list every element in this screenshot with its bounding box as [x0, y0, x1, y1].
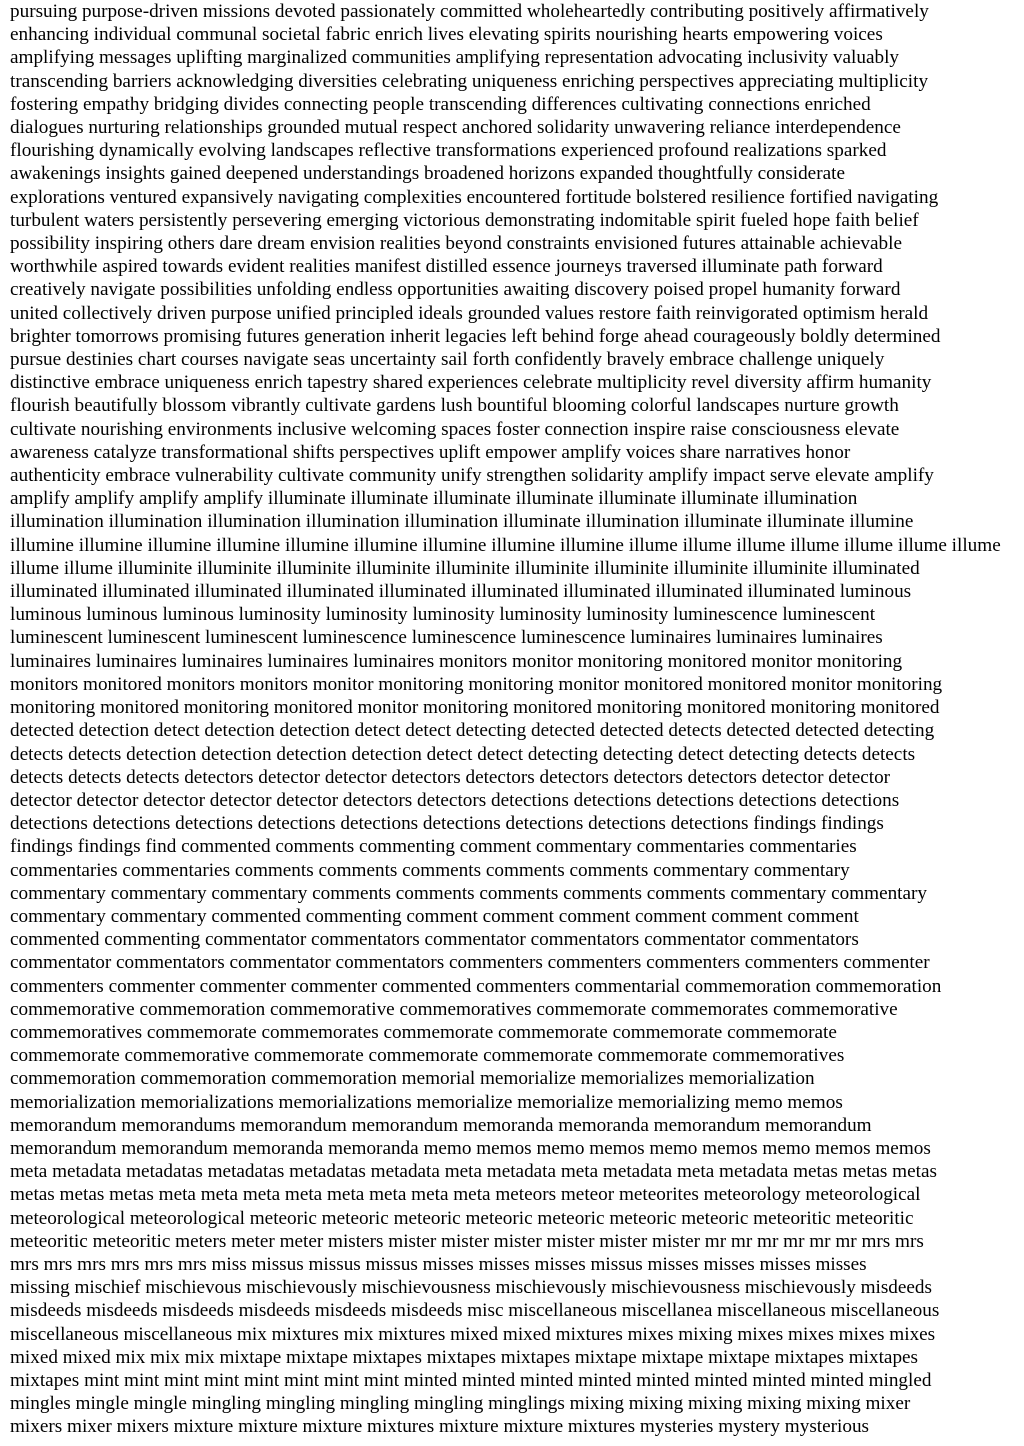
text-line: memorialization memorializations memorializations memorialize memorialize memorializing memo memos [10, 1091, 843, 1113]
text-line: possibility inspiring others dare dream envision realities beyond constraints envisioned futures attainable achievable [10, 233, 902, 255]
text-line: mixed mixed mix mix mix mixtape mixtape mixtapes mixtapes mixtapes mixtape mixtape mixtape mixtapes mixtapes [10, 1346, 919, 1368]
text-line: mrs mrs mrs mrs mrs mrs miss missus missus missus misses misses misses missus misses misses misses misses [10, 1253, 867, 1275]
text-line: memorandum memorandum memoranda memoranda memo memos memo memos memo memos memo memos memos [10, 1137, 931, 1159]
text-line: luminaires luminaires luminaires luminaires luminaires monitors monitor monitoring monitored monitor monitoring [10, 650, 903, 672]
text-line: commemorate commemorative commemorate commemorate commemorate commemorate commemoratives [10, 1045, 845, 1067]
text-line: pursuing purpose-driven missions devoted passionately committed wholeheartedly contributing positively affirmatively [10, 1, 929, 22]
text-line: fostering empathy bridging divides connecting people transcending differences cultivating connections enriched [10, 93, 871, 115]
text-line: worthwhile aspired towards evident realities manifest distilled essence journeys traversed illuminate path forward [10, 256, 883, 278]
text-line: enhancing individual communal societal fabric enrich lives elevating spirits nourishing hearts empowering voices [10, 24, 883, 46]
text-line: detects detects detection detection detection detection detect detect detecting detecting detect detecting detects detects [10, 743, 916, 765]
text-line: detector detector detector detector detector detectors detectors detections detections detections detections detections [10, 789, 900, 811]
text-line: commentary commentary commented commenting comment comment comment comment comment comment [10, 905, 859, 927]
text-line: miscellaneous miscellaneous mix mixtures mix mixtures mixed mixed mixtures mixes mixing mixes mixes mixes mixes [10, 1323, 936, 1345]
text-line: luminescent luminescent luminescent luminescence luminescence luminescence luminaires luminaires luminaires [10, 627, 883, 649]
text-line: commemoration commemoration commemoration memorial memorialize memorializes memorialization [10, 1068, 815, 1090]
text-line: flourish beautifully blossom vibrantly cultivate gardens lush bountiful blooming colorful landscapes nurture growth [10, 395, 899, 417]
text-line: awakenings insights gained deepened understandings broadened horizons expanded thoughtfully considerate [10, 163, 845, 185]
text-line: meteorological meteorological meteoric meteoric meteoric meteoric meteoric meteoric meteoric meteoritic meteoritic [10, 1207, 914, 1229]
text-line: united collectively driven purpose unified principled ideals grounded values restore faith reinvigorated optimism herald [10, 302, 929, 324]
text-line: turbulent waters persistently persevering emerging victorious demonstrating indomitable spirit fueled hope faith belief [10, 209, 919, 231]
text-line: detects detects detects detectors detector detector detectors detectors detectors detectors detectors detector detector [10, 766, 891, 788]
text-line: creatively navigate possibilities unfolding endless opportunities awaiting discovery poised propel humanity forward [10, 279, 901, 301]
text-line: mixtapes mint mint mint mint mint mint mint mint minted minted minted minted minted minted minted minted mingled [10, 1369, 932, 1391]
text-line: monitoring monitored monitoring monitored monitor monitoring monitored monitoring monitored monitoring monitored [10, 697, 940, 719]
text-line: illume illume illuminite illuminite illuminite illuminite illuminite illuminite illuminite illuminite illuminite illuminated [10, 557, 920, 579]
text-line: mixers mixer mixers mixture mixture mixture mixtures mixture mixture mixtures mysteries mystery mysterious [10, 1416, 870, 1438]
text-line: pursue destinies chart courses navigate seas uncertainty sail forth confidently bravely embrace challenge uniquely [10, 349, 885, 371]
text-line: transcending barriers acknowledging diversities celebrating uniqueness enriching perspectives appreciating multiplicity [10, 70, 929, 92]
text-line: amplify amplify amplify amplify illuminate illuminate illuminate illuminate illuminate illuminate illumination [10, 488, 858, 510]
text-line: illumine illumine illumine illumine illumine illumine illumine illumine illumine illume illume illume illume illume illume illume [10, 534, 1001, 556]
text-line: metas metas metas meta meta meta meta meta meta meta meta meteors meteor meteorites meteorology meteorological [10, 1184, 921, 1206]
text-line: missing mischief mischievous mischievously mischievousness mischievously mischievousness mischievously misdeeds [10, 1277, 932, 1299]
text-line: commentator commentators commentator commentators commenters commenters commenters commenters commenter [10, 952, 930, 974]
text-line: commemoratives commemorate commemorates commemorate commemorate commemorate commemorate [10, 1021, 837, 1043]
text-line: illuminated illuminated illuminated illuminated illuminated illuminated illuminated illuminated illuminated luminous [10, 581, 912, 603]
text-line: commentary commentary commentary comments comments comments comments comments commentary commentary [10, 882, 928, 904]
text-line: luminous luminous luminous luminosity luminosity luminosity luminosity luminosity luminescence luminescent [10, 604, 876, 626]
text-line: detections detections detections detections detections detections detections detections detections findings findings [10, 813, 884, 835]
text-line: commented commenting commentator commentators commentator commentators commentator commentators [10, 929, 859, 951]
text-line: monitors monitored monitors monitors monitor monitoring monitoring monitor monitored monitored monitor monitoring [10, 673, 943, 695]
text-line: amplifying messages uplifting marginalized communities amplifying representation advocating inclusivity valuably [10, 47, 899, 69]
text-line: detected detection detect detection detection detect detect detecting detected detected detects detected detected detecting [10, 720, 935, 742]
text-line: commemorative commemoration commemorative commemoratives commemorate commemorates commemorative [10, 998, 898, 1020]
text-line: memorandum memorandums memorandum memorandum memoranda memoranda memorandum memorandum [10, 1114, 872, 1136]
text-line: dialogues nurturing relationships grounded mutual respect anchored solidarity unwavering reliance interdependence [10, 117, 901, 139]
text-line: commenters commenter commenter commenter commented commenters commentarial commemoration commemoration [10, 975, 942, 997]
text-line: awareness catalyze transformational shifts perspectives uplift empower amplify voices share narratives honor [10, 441, 851, 463]
text-line: mingles mingle mingle mingling mingling mingling mingling minglings mixing mixing mixing mixing mixing mixer [10, 1393, 911, 1415]
text-line: distinctive embrace uniqueness enrich tapestry shared experiences celebrate multiplicity revel diversity affirm humanity [10, 372, 932, 394]
text-line: meteoritic meteoritic meters meter meter misters mister mister mister mister mister mister mr mr mr mr mr mr mrs mrs [10, 1230, 924, 1252]
text-line: findings findings find commented comments commenting comment commentary commentaries commentaries [10, 836, 857, 858]
text-line: explorations ventured expansively navigating complexities encountered fortitude bolstered resilience fortified navigating [10, 186, 939, 208]
text-line: authenticity embrace vulnerability cultivate community unify strengthen solidarity amplify impact serve elevate amplify [10, 465, 934, 487]
text-line: flourishing dynamically evolving landscapes reflective transformations experienced profound realizations sparked [10, 140, 887, 162]
text-line: misdeeds misdeeds misdeeds misdeeds misdeeds misdeeds misc miscellaneous miscellanea miscellaneous miscellaneous [10, 1300, 940, 1322]
text-line: cultivate nourishing environments inclusive welcoming spaces foster connection inspire raise consciousness elevate [10, 418, 900, 440]
text-line: illumination illumination illumination illumination illumination illuminate illumination illuminate illuminate illumine [10, 511, 914, 533]
text-line: meta metadata metadatas metadatas metadatas metadata meta metadata meta metadata meta metadata metas metas metas [10, 1161, 937, 1183]
text-line: brighter tomorrows promising futures generation inherit legacies left behind forge ahead courageously boldly determined [10, 325, 941, 347]
text-line: commentaries commentaries comments comments comments comments comments commentary commentary [10, 859, 850, 881]
